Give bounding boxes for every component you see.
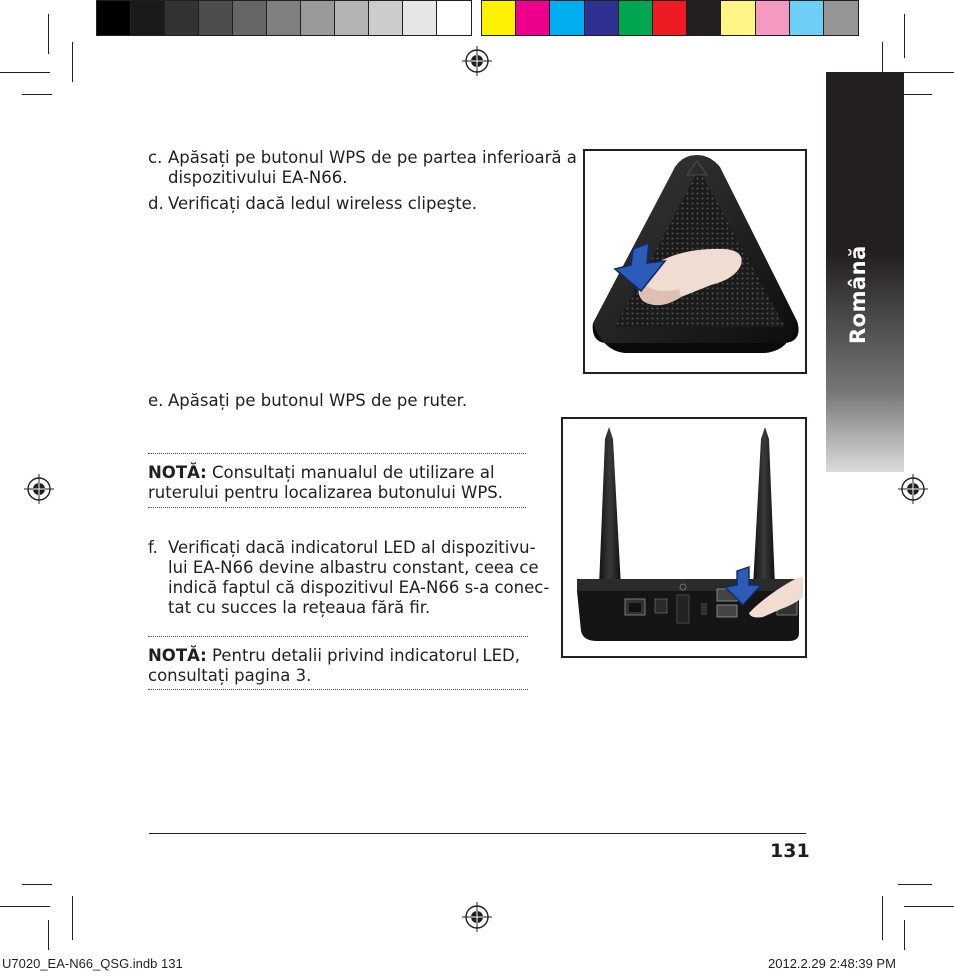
note1-line2: ruterului pentru localizarea butonului WPS. bbox=[148, 483, 504, 502]
page-number: 131 bbox=[770, 840, 810, 862]
crop-mark bbox=[898, 884, 932, 885]
registration-mark-icon bbox=[24, 474, 54, 504]
step-c-line2: dispozitivului EA-N66. bbox=[168, 168, 348, 187]
calibration-swatch bbox=[369, 1, 403, 35]
calibration-swatch bbox=[97, 1, 131, 35]
note-divider bbox=[148, 507, 526, 508]
crop-mark bbox=[0, 906, 50, 907]
calibration-swatch bbox=[437, 1, 471, 35]
step-d-letter: d. bbox=[148, 194, 164, 213]
slug-timestamp: 2012.2.29 2:48:39 PM bbox=[768, 956, 896, 971]
note2-line1: Pentru detalii privind indicatorul LED, bbox=[212, 646, 520, 665]
calibration-swatch bbox=[199, 1, 233, 35]
note2-label: NOTĂ: bbox=[148, 646, 207, 665]
crop-mark bbox=[72, 42, 73, 82]
step-f-line3: indică faptul că dispozitivul EA-N66 s-a conec- bbox=[168, 578, 550, 597]
step-c-line1: Apăsați pe butonul WPS de pe partea inferioară a bbox=[168, 148, 577, 167]
registration-mark-icon bbox=[898, 474, 928, 504]
calibration-swatch bbox=[824, 1, 858, 35]
note2-line2: consultați pagina 3. bbox=[148, 666, 312, 685]
device-wps-button-photo bbox=[583, 149, 807, 374]
step-c-letter: c. bbox=[148, 148, 163, 167]
step-e-text: Apăsați pe butonul WPS de pe ruter. bbox=[168, 391, 468, 410]
crop-mark bbox=[904, 906, 954, 907]
registration-mark-icon bbox=[462, 902, 492, 932]
step-f-letter: f. bbox=[148, 538, 158, 557]
calibration-swatch bbox=[653, 1, 687, 35]
calibration-swatch bbox=[131, 1, 165, 35]
step-f-line1: Verificați dacă indicatorul LED al dispozitivu- bbox=[168, 538, 536, 557]
registration-mark-icon bbox=[462, 46, 492, 76]
note1-line1: Consultați manualul de utilizare al bbox=[212, 463, 495, 482]
calibration-swatch bbox=[335, 1, 369, 35]
crop-mark bbox=[48, 920, 49, 950]
crop-mark bbox=[882, 896, 883, 940]
note2-line1-wrap bbox=[148, 646, 520, 666]
note1-line1-wrap bbox=[148, 463, 495, 483]
grayscale-calibration-bar bbox=[96, 0, 472, 36]
footer-rule bbox=[149, 833, 806, 834]
ea-n66-device-illustration bbox=[585, 151, 805, 372]
calibration-swatch bbox=[482, 1, 516, 35]
step-f-line2: lui EA-N66 devine albastru constant, ceea ce bbox=[168, 558, 539, 577]
crop-mark bbox=[904, 72, 954, 73]
calibration-swatch bbox=[165, 1, 199, 35]
calibration-swatch bbox=[585, 1, 619, 35]
language-tab-label: Română bbox=[846, 245, 870, 345]
crop-mark bbox=[72, 896, 73, 940]
calibration-swatch bbox=[403, 1, 437, 35]
note-divider bbox=[148, 453, 526, 454]
step-d-text: Verificați dacă ledul wireless clipeşte. bbox=[168, 194, 478, 213]
calibration-swatch bbox=[756, 1, 790, 35]
router-wps-button-photo bbox=[561, 417, 807, 658]
calibration-swatch bbox=[721, 1, 755, 35]
note1-label: NOTĂ: bbox=[148, 463, 207, 482]
color-calibration-bar bbox=[481, 0, 859, 36]
calibration-swatch bbox=[267, 1, 301, 35]
crop-mark bbox=[0, 72, 50, 73]
crop-mark bbox=[48, 14, 49, 54]
calibration-swatch bbox=[790, 1, 824, 35]
note-divider bbox=[148, 636, 528, 637]
calibration-swatch bbox=[233, 1, 267, 35]
router-illustration bbox=[563, 419, 805, 656]
slug-file-info: U7020_EA-N66_QSG.indb 131 bbox=[2, 956, 183, 971]
calibration-swatch bbox=[687, 1, 721, 35]
crop-mark bbox=[904, 920, 905, 950]
crop-mark bbox=[904, 14, 905, 58]
step-f-line4: tat cu succes la rețeaua fără fir. bbox=[168, 598, 431, 617]
step-e-letter: e. bbox=[148, 391, 164, 410]
calibration-swatch bbox=[301, 1, 335, 35]
note-divider bbox=[148, 689, 528, 690]
crop-mark bbox=[22, 94, 52, 95]
calibration-swatch bbox=[516, 1, 550, 35]
calibration-swatch bbox=[550, 1, 584, 35]
calibration-swatch bbox=[619, 1, 653, 35]
crop-mark bbox=[22, 884, 52, 885]
